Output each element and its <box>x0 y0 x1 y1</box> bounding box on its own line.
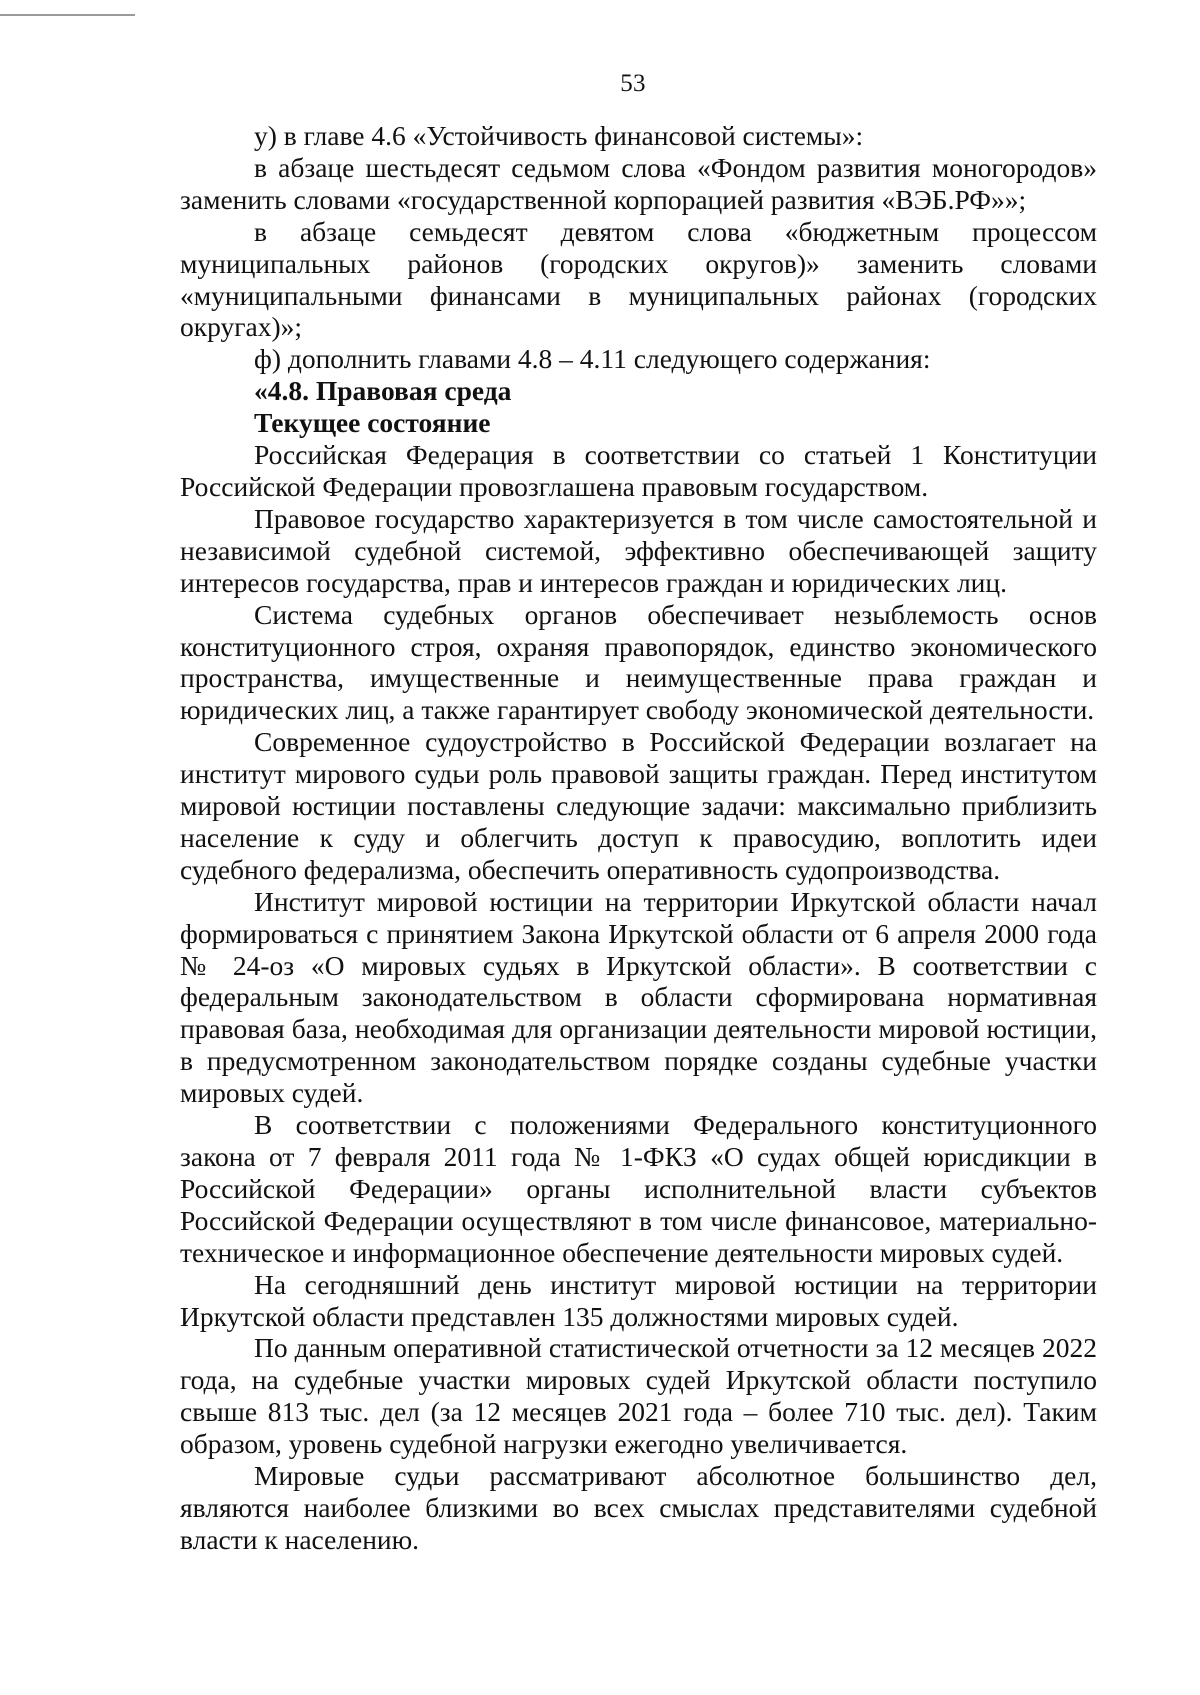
paragraph-closing: Мировые судьи рассматривают абсолютное большинство дел, являются наиболее близкими во всех смыслах представителями судебной власти к населению. <box>180 1460 1097 1555</box>
paragraph-federal-law: В соответствии с положениями Федерального конституционного закона от 7 февраля 2011 года № 1-ФКЗ «О судах общей юрисдикции в Российской Федерации» органы исполнительной власти субъектов Российской Федерации осуществляют в том числе финансовое, материально-техническое и информационное обеспечение деятельности мировых судей. <box>180 1109 1097 1268</box>
document-body <box>180 120 1097 1556</box>
paragraph-legal-state: Правовое государство характеризуется в том числе самостоятельной и независимой судебной системой, эффективно обеспечивающей защиту интересов государства, прав и интересов граждан и юридических лиц. <box>180 502 1097 598</box>
paragraph-magistrate-role: Современное судоустройство в Российской Федерации возлагает на институт мирового судьи роль правовой защиты граждан. Перед институтом мировой юстиции поставлены следующие задачи: максимально приблизить население к суду и облегчить доступ к правосудию, воплотить идеи судебного федерализма, обеспечить оперативность судопроизводства. <box>180 726 1097 885</box>
paragraph-constitution: Российская Федерация в соответствии со статьей 1 Конституции Российской Федерации провозглашена правовым государством. <box>180 439 1097 502</box>
paragraph-item-f: ф) дополнить главами 4.8 – 4.11 следующего содержания: <box>254 343 931 375</box>
paragraph-positions-count: На сегодняшний день институт мировой юстиции на территории Иркутской области представлен 135 должностями мировых судей. <box>180 1268 1097 1332</box>
paragraph-item-u: у) в главе 4.6 «Устойчивость финансовой системы»: <box>254 120 864 151</box>
subsection-heading: Текущее состояние <box>254 407 491 439</box>
scan-edge-line <box>0 14 135 16</box>
paragraph-statistics: По данным оперативной статистической отчетности за 12 месяцев 2022 года, на судебные участки мировых судей Иркутской области поступило свыше 813 тыс. дел (за 12 месяцев 2021 года – более 710 тыс. дел). Таким образом, уровень судебной нагрузки ежегодно увеличивается. <box>180 1332 1097 1460</box>
paragraph-amendment-79: в абзаце семьдесят девятом слова «бюджетным процессом муниципальных районов (городских округов)» заменить словами «муниципальными финансами в муниципальных районах (городских округах)»; <box>180 215 1097 343</box>
section-heading: «4.8. Правовая среда <box>254 375 512 407</box>
paragraph-amendment-67: в абзаце шестьдесят седьмом слова «Фондом развития моногородов» заменить словами «государственной корпорацией развития «ВЭБ.РФ»»; <box>180 151 1097 215</box>
paragraph-judicial-system: Система судебных органов обеспечивает незыблемость основ конституционного строя, охраняя правопорядок, единство экономического пространства, имущественные и неимущественные права граждан и юридических лиц, а также гарантирует свободу экономической деятельности. <box>180 598 1097 726</box>
page-number: 53 <box>620 70 646 97</box>
paragraph-irkutsk-law: Институт мировой юстиции на территории Иркутской области начал формироваться с принятием Закона Иркутской области от 6 апреля 2000 года № 24-оз «О мировых судьях в Иркутской области». В соответствии с федеральным законодательством в области сформирована нормативная правовая база, необходимая для организации деятельности мировой юстиции, в предусмотренном законодательством порядке созданы судебные участки мировых судей. <box>180 885 1097 1109</box>
